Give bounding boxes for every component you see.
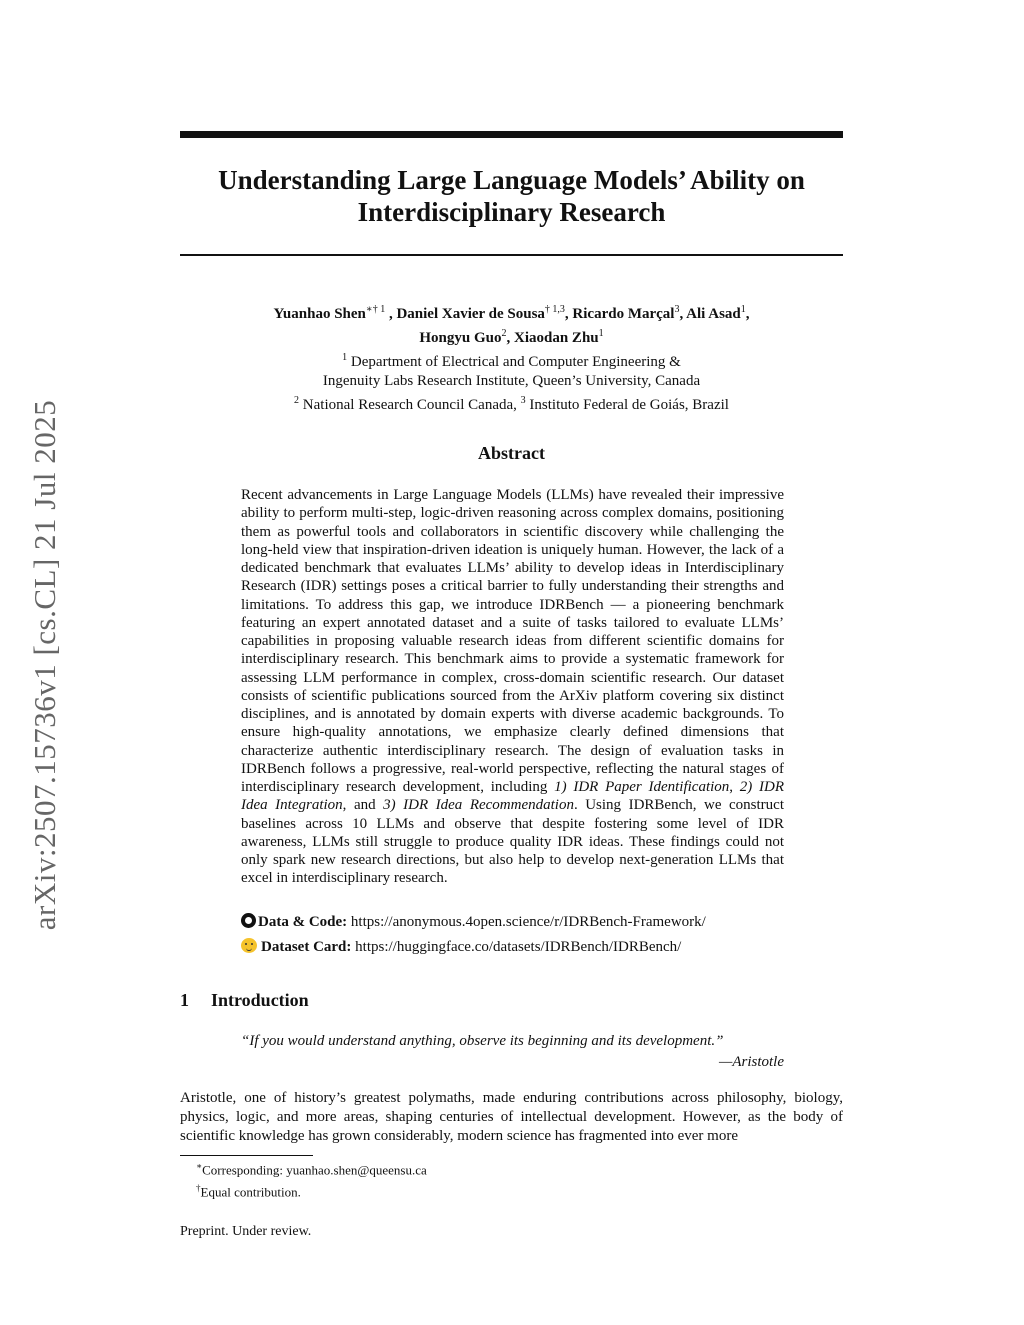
abstract-emphasis: 3) IDR Idea Recommendation <box>383 797 574 814</box>
author-name: Yuanhao Shen <box>273 306 366 322</box>
footnotes <box>196 1157 427 1202</box>
title-line-1: Understanding Large Language Models’ Ability on <box>218 165 805 195</box>
author-affil-sup: 2 <box>501 328 507 339</box>
footnote-2 <box>196 1179 427 1201</box>
abstract-text: . Using IDRBench, we construct baselines across 10 LLMs and observe that despite fostering some level of IDR awareness, LLMs still struggle to produce quality IDR ideas. These findings could not only spark new research directions, but also help to develop next-generation LLMs that excel in interdisciplinary research. <box>241 797 784 887</box>
code-label: Data & Code: <box>258 914 348 930</box>
paper-title <box>180 164 843 228</box>
arxiv-side-identifier <box>25 380 65 950</box>
affiliation-line-1 <box>180 348 843 372</box>
abstract-emphasis: 2) IDR Idea Integration <box>241 779 785 814</box>
footnote-rule <box>180 1155 313 1156</box>
section-heading <box>180 990 309 1011</box>
footnote-1 <box>196 1157 427 1179</box>
affiliation-line-3 <box>180 391 843 415</box>
author-name: Hongyu Guo <box>419 330 502 346</box>
author-name: , Daniel Xavier de Sousa <box>385 306 545 322</box>
footnote-text: Corresponding: yuanhao.shen@queensu.ca <box>202 1162 427 1178</box>
author-name: , Xiaodan Zhu <box>506 330 599 346</box>
section-number: 1 <box>180 990 189 1010</box>
affil-sup: 3 <box>520 395 526 406</box>
footnote-text: Equal contribution. <box>200 1184 301 1200</box>
affil-text: Instituto Federal de Goiás, Brazil <box>525 397 729 413</box>
author-affil-sup: † 1,3 <box>544 304 565 315</box>
author-name: , Ali Asad <box>679 306 741 322</box>
abstract-text: , <box>729 779 740 795</box>
title-bottom-rule <box>180 254 843 256</box>
epigraph <box>241 1031 784 1073</box>
author-name: , Ricardo Marçal <box>564 306 675 322</box>
author-block <box>180 300 843 415</box>
author-affil-sup: ∗† 1 <box>365 304 386 315</box>
dataset-label: Dataset Card: <box>261 939 352 955</box>
resource-links <box>241 910 801 960</box>
code-link-row <box>241 910 801 935</box>
dataset-link-row <box>241 935 801 960</box>
abstract-body <box>241 486 784 888</box>
affil-text: Department of Electrical and Computer Engineering & <box>347 354 681 370</box>
author-affil-sup: 1 <box>740 304 746 315</box>
arxiv-id-text: arXiv:2507.15736v1 [cs.CL] 21 Jul 2025 <box>27 399 62 931</box>
quote-text: “If you would understand anything, observe its beginning and its development.” <box>241 1033 724 1049</box>
affil-sup: 1 <box>342 352 348 363</box>
author-names-line-2 <box>180 324 843 348</box>
author-separator: , <box>745 306 750 322</box>
title-top-rule <box>180 131 843 138</box>
quote-attribution: —Aristotle <box>718 1054 784 1070</box>
intro-paragraph: Aristotle, one of history’s greatest polymaths, made enduring contributions across philosophy, biology, physics, logic, and more areas, shaping centuries of intellectual development. However, as the body of scientific knowledge has grown considerably, modern science has fragmented into ever more <box>180 1090 843 1144</box>
affil-text: National Research Council Canada, <box>299 397 521 413</box>
abstract-text: , and <box>342 797 384 814</box>
abstract-text: Recent advancements in Large Language Models (LLMs) have revealed their impressive ability to perform multi-step, logic-driven reasoning across complex domains, positioning them as powerful tools and collaborators in scientific discovery while challenging the long-held view that inspiration-driven ideation is uniquely human. However, the lack of a dedicated benchmark that evaluates LLMs’ ability to develop ideas in Interdisciplinary Research (IDR) settings poses a critical barrier to fully understanding their strengths and limitations. To address this gap, we introduce IDRBench — a pioneering benchmark featuring an expert annotated dataset and a suite of tasks tailored to evaluate LLMs’ capabilities in proposing valuable research ideas from different scientific domains for interdisciplinary research. This benchmark aims to provide a systematic framework for assessing LLM performance in complex, cross-domain scientific research. Our dataset consists of scientific publications sourced from the ArXiv platform covering six distinct disciplines, and is annotated by domain experts with diverse academic backgrounds. To ensure high-quality annotations, we emphasize clearly defined dimensions that characterize authentic interdisciplinary research. The design of evaluation tasks in IDRBench follows a progressive, real-world perspective, reflecting the natural stages of interdisciplinary research development, including <box>241 487 784 795</box>
abstract-heading: Abstract <box>478 443 545 463</box>
affil-sup: 2 <box>294 395 300 406</box>
preprint-footer: Preprint. Under review. <box>180 1224 312 1239</box>
section-title: Introduction <box>211 990 309 1010</box>
footnote-mark: † <box>196 1183 201 1194</box>
footnote-mark: ∗ <box>196 1161 203 1171</box>
author-names-line-1 <box>180 300 843 324</box>
code-url-link[interactable]: https://anonymous.4open.science/r/IDRBench-Framework/ <box>347 914 706 930</box>
huggingface-icon <box>241 938 257 953</box>
github-icon <box>241 913 256 928</box>
author-affil-sup: 3 <box>674 304 680 315</box>
title-line-2: Interdisciplinary Research <box>357 197 666 227</box>
author-affil-sup: 1 <box>598 328 604 339</box>
abstract-emphasis: 1) IDR Paper Identification <box>554 779 730 795</box>
affiliation-line-2: Ingenuity Labs Research Institute, Queen’s University, Canada <box>322 373 701 389</box>
dataset-url-link[interactable]: https://huggingface.co/datasets/IDRBench/IDRBench/ <box>351 939 682 955</box>
